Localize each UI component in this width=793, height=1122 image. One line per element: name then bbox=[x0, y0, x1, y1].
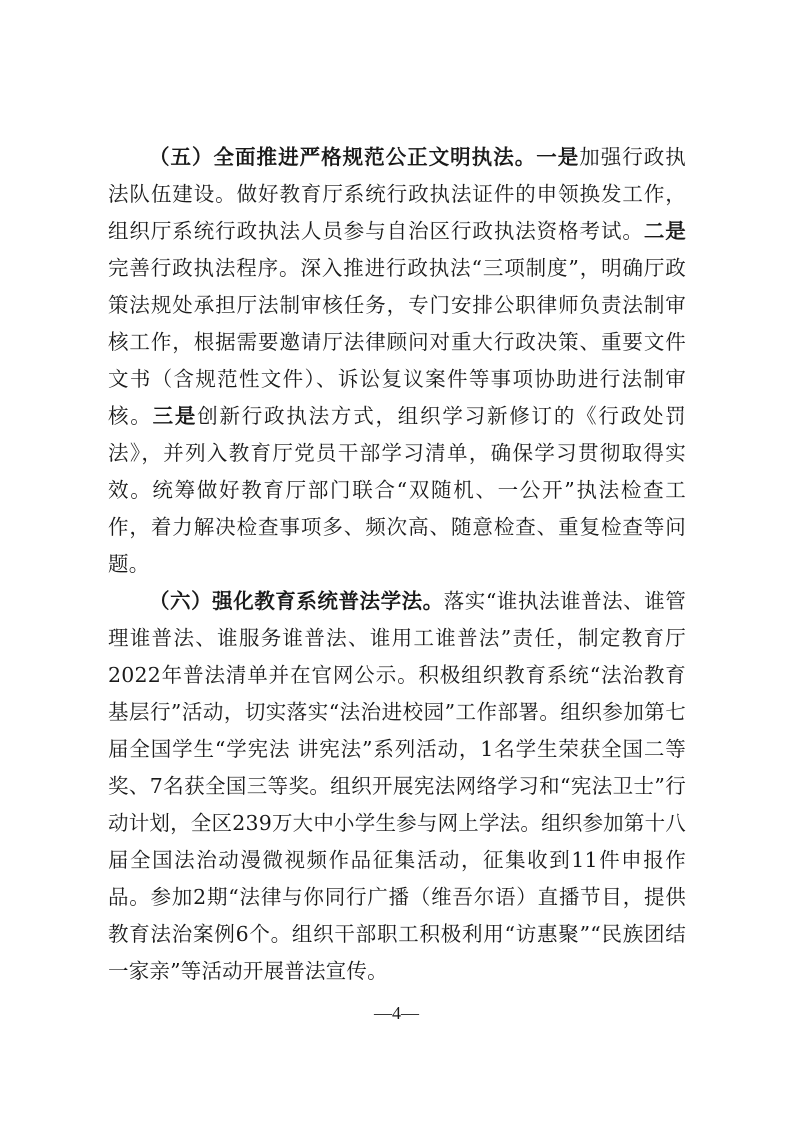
section-5-sub3-text: 创新行政执法方式，组织学习新修订的《行政处罚法》，并列入教育厅党员干部学习清单，确保学习贯彻取得实效。统筹做好教育厅部门联合“双随机、一公开”执法检查工作，着力解决检查事项多、频次高、随意检查、重复检查等问题。 bbox=[108, 404, 687, 576]
section-5-heading: （五）全面推进严格规范公正文明执法。 bbox=[149, 145, 537, 169]
paragraph-section-6 bbox=[108, 583, 686, 990]
document-body bbox=[108, 139, 686, 990]
paragraph-section-5 bbox=[108, 139, 686, 583]
section-6-text: 落实“谁执法谁普法、谁管理谁普法、谁服务谁普法、谁用工谁普法”责任，制定教育厅2022年普法清单并在官网公示。积极组织教育系统“法治教育基层行”活动，切实落实“法治进校园”工作部署。组织参加第七届全国学生“学宪法 讲宪法”系列活动，1名学生荣获全国二等奖、7名获全国三等奖。组织开展宪法网络学习和“宪法卫士”行动计划，全区239万大中小学生参与网上学法。组织参加第十八届全国法治动漫微视频作品征集活动，征集收到11件申报作品。参加2期“法律与你同行广播（维吾尔语）直播节目，提供教育法治案例6个。组织干部职工积极利用“访惠聚”“民族团结一家亲”等活动开展普法宣传。 bbox=[108, 589, 686, 983]
section-5-sub1-text: 加强行政执法队伍建设。做好教育厅系统行政执法证件的申领换发工作，组织厅系统行政执法人员参与自治区行政执法资格考试。 bbox=[108, 145, 686, 243]
section-5-sub1-label: 一是 bbox=[536, 145, 580, 169]
section-5-sub2-label: 二是 bbox=[643, 219, 686, 243]
section-5-sub3-label: 三是 bbox=[152, 404, 198, 428]
section-5-sub2-text: 完善行政执法程序。深入推进行政执法“三项制度”，明确厅政策法规处承担厅法制审核任务，专门安排公职律师负责法制审核工作，根据需要邀请厅法律顾问对重大行政决策、重要文件文书（含规范性文件）、诉讼复议案件等事项协助进行法制审核。 bbox=[108, 256, 686, 428]
section-6-heading: （六）强化教育系统普法学法。 bbox=[149, 589, 444, 613]
page-number: —4— bbox=[374, 1003, 419, 1023]
